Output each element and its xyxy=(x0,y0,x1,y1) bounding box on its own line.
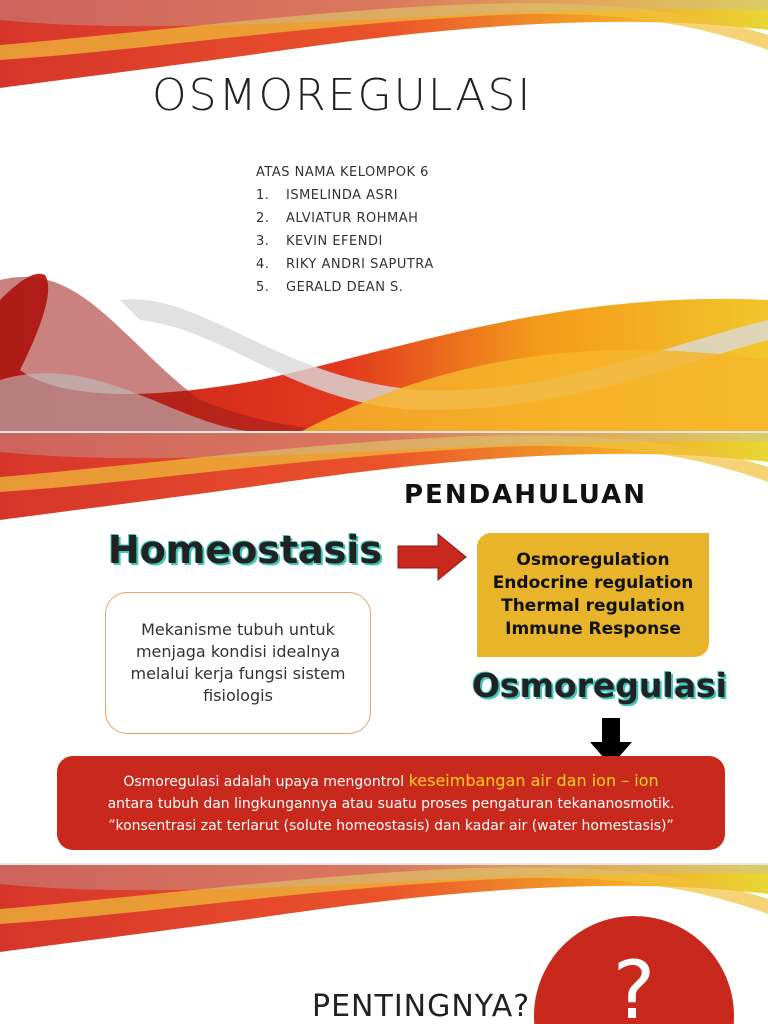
slide-title-text: OSMOREGULASI xyxy=(152,70,533,121)
list-item: 2. ALVIATUR ROHMAH xyxy=(256,211,419,226)
member-name: ALVIATUR ROHMAH xyxy=(286,211,419,226)
member-name: ISMELINDA ASRI xyxy=(286,188,399,203)
description-line-3: ”konsentrasi zat terlarut (solute homeostasis) dan kadar air (water homestasis)” xyxy=(108,818,674,834)
regulation-item: Endocrine regulation xyxy=(492,573,694,593)
list-item: 4. RIKY ANDRI SAPUTRA xyxy=(256,257,434,272)
section-heading: PENDAHULUAN xyxy=(404,480,647,510)
slide-importance xyxy=(0,864,768,1024)
slide-divider xyxy=(0,431,768,433)
slide-introduction xyxy=(0,432,768,864)
member-name: KEVIN EFENDI xyxy=(286,234,383,249)
list-item: 1. ISMELINDA ASRI xyxy=(256,188,399,203)
slide-divider xyxy=(0,863,768,865)
description-line-2: antara tubuh dan lingkungannya atau suatu proses pengaturan tekananosmotik. xyxy=(107,796,675,812)
osmoregulasi-heading: Osmoregulasi xyxy=(472,666,728,705)
description-box xyxy=(57,756,725,850)
list-item: 5. GERALD DEAN S. xyxy=(256,280,404,295)
description-line-1: Osmoregulasi adalah upaya mengontrol keseimbangan air dan ion – ion xyxy=(123,771,659,790)
arrow-right-icon xyxy=(396,532,468,582)
regulation-item: Immune Response xyxy=(505,619,681,639)
importance-heading: PENTINGNYA? xyxy=(312,989,531,1024)
regulation-item: Osmoregulation xyxy=(516,550,670,570)
member-name: GERALD DEAN S. xyxy=(286,280,404,295)
member-name: RIKY ANDRI SAPUTRA xyxy=(286,257,434,272)
group-label: ATAS NAMA KELOMPOK 6 xyxy=(256,165,429,180)
list-item: 3. KEVIN EFENDI xyxy=(256,234,383,249)
definition-box: Mekanisme tubuh untuk menjaga kondisi idealnya melalui kerja fungsi sistem fisiologis xyxy=(105,592,371,734)
member-list xyxy=(256,184,434,299)
regulation-item: Thermal regulation xyxy=(501,596,685,616)
regulation-types-box xyxy=(477,533,709,657)
homeostasis-heading: Homeostasis xyxy=(108,528,383,572)
slide-title xyxy=(0,0,768,432)
highlight-text: keseimbangan air dan ion – ion xyxy=(408,771,659,790)
question-mark-icon: ? xyxy=(534,916,734,1024)
